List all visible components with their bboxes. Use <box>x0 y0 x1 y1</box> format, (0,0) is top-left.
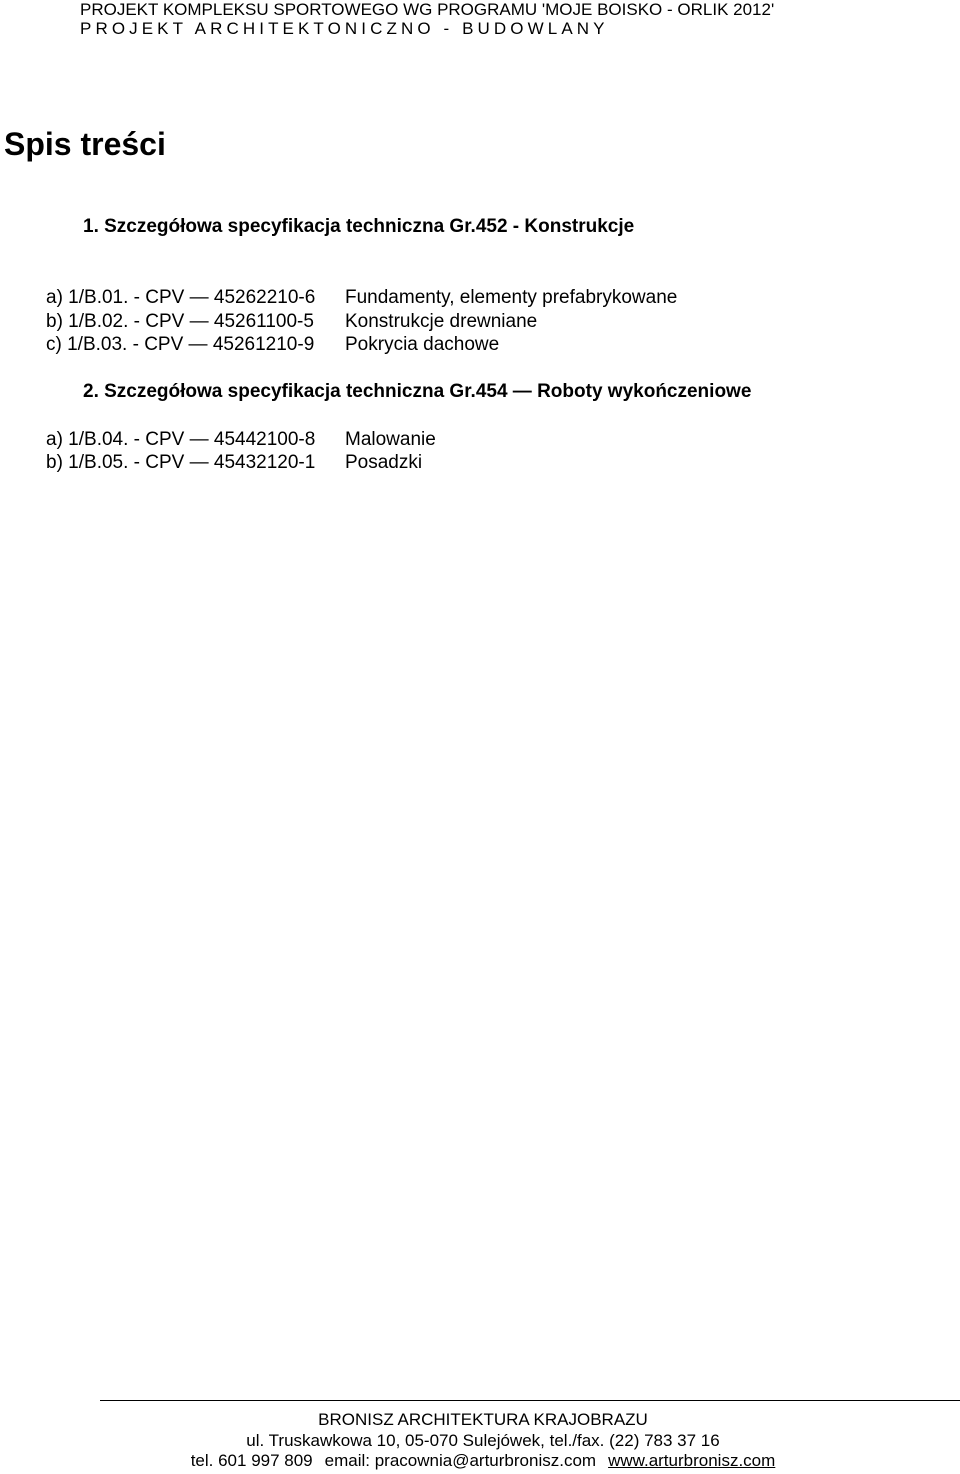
project-subtitle: PROJEKT ARCHITEKTONICZNO - BUDOWLANY <box>80 19 609 38</box>
footer-phone: tel. 601 997 809 <box>190 1451 313 1470</box>
toc-entry-description: Pokrycia dachowe <box>345 334 500 355</box>
footer-website-link[interactable]: www.arturbronisz.com <box>608 1451 776 1470</box>
footer-email: email: pracownia@arturbronisz.com <box>324 1451 597 1470</box>
toc-section-heading: 2. Szczegółowa specyfikacja techniczna Gr.454 — Roboty wykończeniowe <box>83 381 752 402</box>
toc-title: Spis treści <box>4 126 166 162</box>
toc-entry-description: Malowanie <box>345 429 436 450</box>
toc-section-heading: 1. Szczegółowa specyfikacja techniczna Gr.452 - Konstrukcje <box>83 216 635 237</box>
toc-entry-code: a) 1/B.01. - CPV — 45262210-6 <box>46 287 316 308</box>
toc-entry-code: c) 1/B.03. - CPV — 45261210-9 <box>46 334 315 355</box>
toc-entry-description: Konstrukcje drewniane <box>345 311 538 332</box>
footer-company: BRONISZ ARCHITEKTURA KRAJOBRAZU <box>318 1410 648 1429</box>
toc-entry-code: b) 1/B.02. - CPV — 45261100-5 <box>46 311 314 332</box>
toc-entry-description: Posadzki <box>345 452 423 473</box>
toc-entry-code: a) 1/B.04. - CPV — 45442100-8 <box>46 429 316 450</box>
footer-contact <box>3 1451 960 1471</box>
footer-divider <box>100 1400 960 1401</box>
footer-address: ul. Truskawkowa 10, 05-070 Sulejówek, tel./fax. (22) 783 37 16 <box>246 1431 720 1450</box>
project-title: PROJEKT KOMPLEKSU SPORTOWEGO WG PROGRAMU 'MOJE BOISKO - ORLIK 2012' <box>80 0 775 19</box>
toc-entry-code: b) 1/B.05. - CPV — 45432120-1 <box>46 452 316 473</box>
toc-entry-description: Fundamenty, elementy prefabrykowane <box>345 287 678 308</box>
